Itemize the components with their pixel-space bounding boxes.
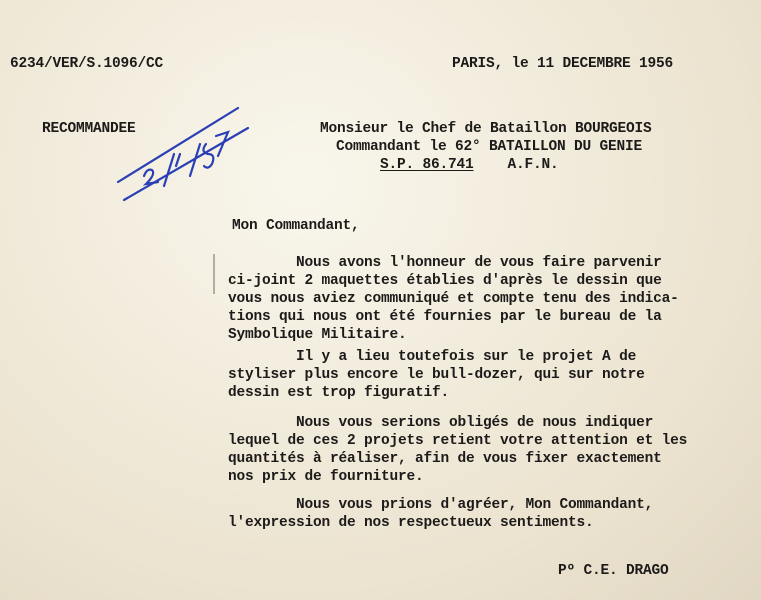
paragraph-1: Nous avons l'honneur de vous faire parvenir ci-joint 2 maquettes établies d'après le dessin que vous nous aviez communiqué et compte tenu des indica- tions qui nous ont été fournies par le bureau de la Symbolique Militaire. xyxy=(228,255,679,343)
paragraph-3: Nous vous serions obligés de nous indiquer lequel de ces 2 projets retient votre attention et les quantités à réaliser, afin de vous fixer exactement nos prix de fourniture. xyxy=(228,415,688,485)
handwritten-date-annotation xyxy=(112,100,252,210)
delivery-mode: RECOMMANDEE xyxy=(42,121,136,137)
paragraph-4: Nous vous prions d'agréer, Mon Commandant, l'expression de nos respectueux sentiments. xyxy=(228,497,654,531)
handwritten-date-text: 3/1/57 xyxy=(112,100,116,101)
place-and-date: PARIS, le 11 DECEMBRE 1956 xyxy=(452,56,674,72)
recipient-line-1: Monsieur le Chef de Bataillon BOURGEOIS xyxy=(320,121,652,137)
recipient-sp: S.P. 86.741 xyxy=(380,157,474,173)
paragraph-2: Il y a lieu toutefois sur le projet A de styliser plus encore le bull-dozer, qui sur notre dessin est trop figuratif. xyxy=(228,349,645,401)
reference-number: 6234/VER/S.1096/CC xyxy=(10,56,164,72)
recipient-afn: A.F.N. xyxy=(507,157,559,173)
recipient-line-2: Commandant le 62° BATAILLON DU GENIE xyxy=(336,139,643,155)
salutation: Mon Commandant, xyxy=(232,218,360,234)
signature: Pº C.E. DRAGO xyxy=(558,563,669,579)
recipient-line-3 xyxy=(380,155,559,175)
page-mark xyxy=(213,254,215,294)
